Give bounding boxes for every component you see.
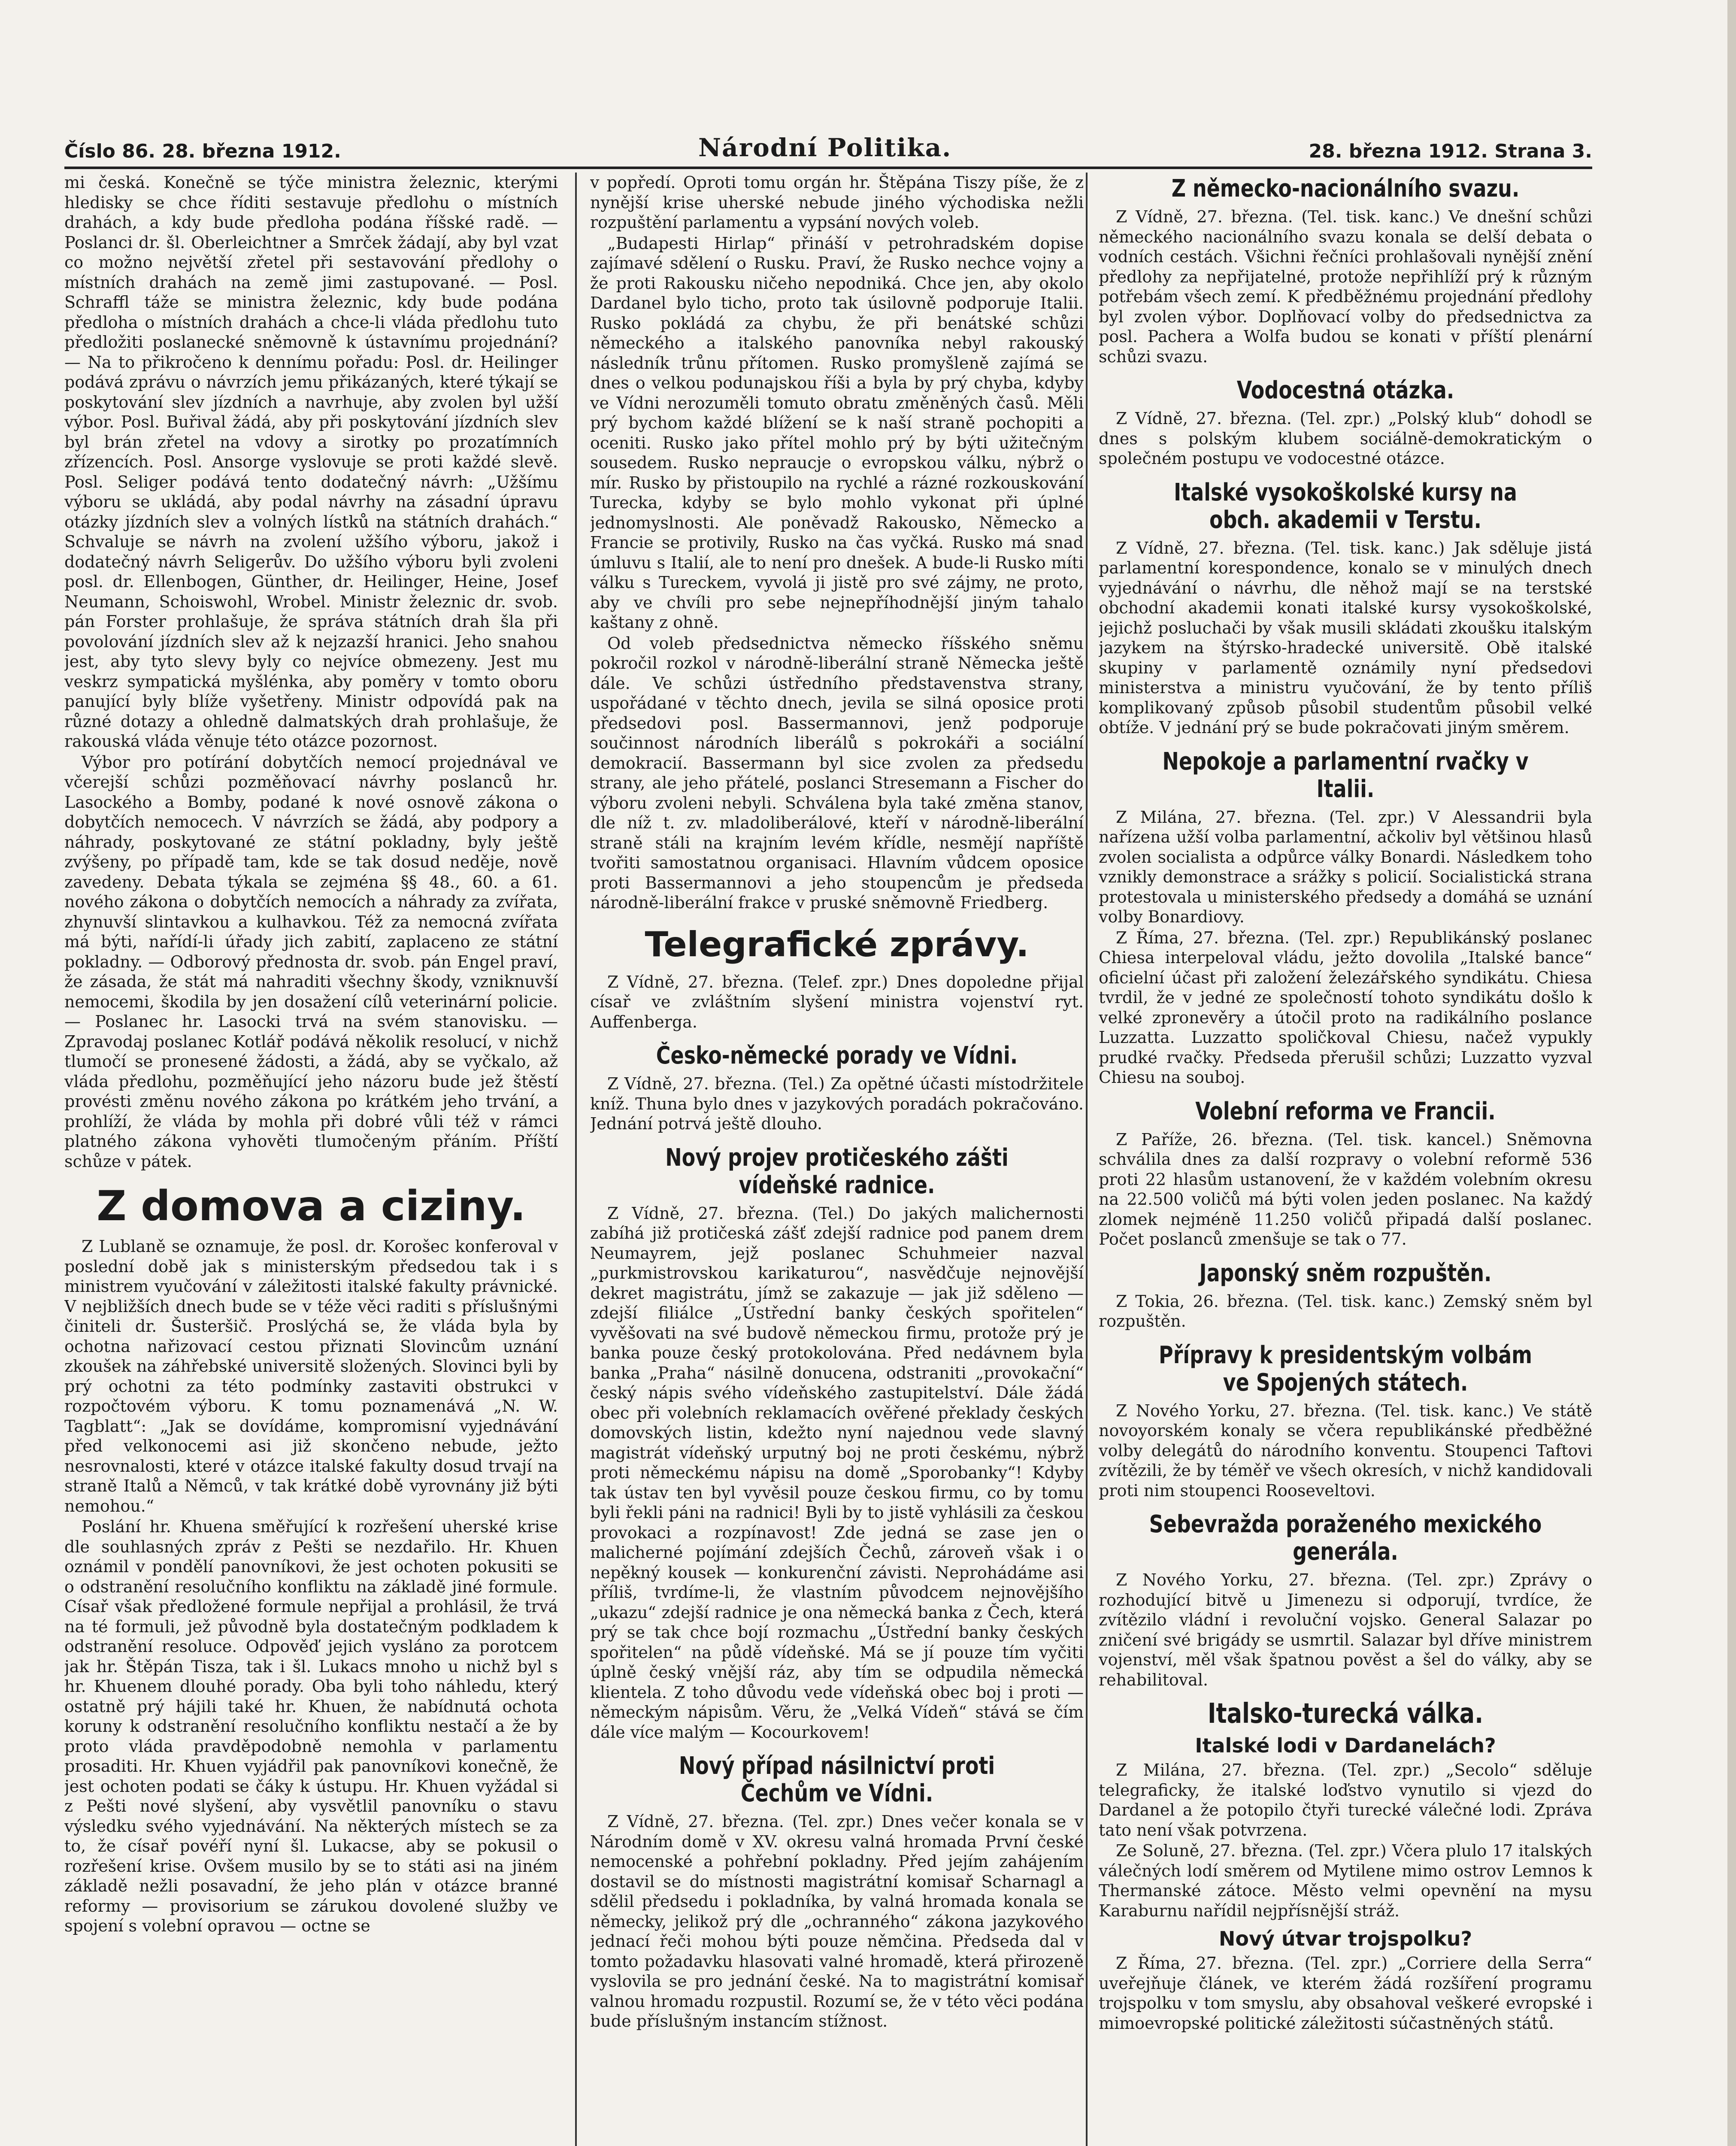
page-number: 28. března 1912. Strana 3. bbox=[1309, 140, 1592, 162]
article-heading: Nový případ násilnictví proti Čechům ve Vídni. bbox=[679, 1752, 995, 1807]
article-paragraph: mi česká. Konečně se týče ministra železnic, kterými hledisky se chce říditi sestavuje předlohu o místních drahách, a kdy bude předloha podána říšské radě. — Poslanci dr. šl. Oberleichtner a Smrček žádají, aby byl vzat co možno největší zřetel při sestavování předlohy o místních drahách na země jimi zastupované. — Posl. Schraffl táže se ministra železnic, kdy bude podána předloha o místních drahách a chce-li vláda předlohu tuto předložiti poslanecké sněmovně k ústavnímu projednání? — Na to přikročeno k dennímu pořadu: Posl. dr. Heilinger podává zprávu o návrzích jemu přikázaných, které týkají se poskytování slev jízdních a navrhuje, aby zvolen byl užší výbor. Posl. Buřival žádá, aby při poskytování jízdních slev byl brán zřetel na vdovy a sirotky po prozatímních zřízencích. Posl. Ansorge vyslovuje se proti každé slevě. Posl. Seliger podává tento dodatečný návrh: „Užšímu výboru se ukládá, aby podal návrhy na zásadní úpravu otázky jízdních slev a volných lístků na státních drahách.“ Schvaluje se návrh na zvolení užšího výboru, jakož i dodatečný návrh Seligerův. Do užšího výboru byli zvoleni posl. dr. Ellenbogen, Günther, dr. Heilinger, Heine, Josef Neumann, Schoiswohl, Wrobel. Ministr železnic dr. svob. pán Forster prohlašuje, že správa státních drah šla při povolování jízdních slev až k nejzazší hranici. Jeho snahou jest, aby tyto slevy byly co nejvíce obmezeny. Jest mu veskrz sympatická myšlénka, aby poměry v tomto oboru panující byly blíže vyšetřeny. Ministr odpovídá pak na různé dotazy a ohledně dalmatských drah prohlašuje, že rakouská vláda věnuje této otázce pozornost. bbox=[64, 173, 558, 751]
article-heading: Nový projev protičeského zášti vídeňské radnice. bbox=[665, 1143, 1009, 1199]
article-paragraph: „Budapesti Hirlap“ přináší v petrohradském dopise zajímavé sdělení o Rusku. Praví, že Rusko nechce vojny a že proti Rakousku ničeho nepodniká. Chce jen, aby okolo Dardanel bylo ticho, proto tak úsilovně podporuje Italii. Rusko pokládá za chybu, že při benátské schůzi německého a italského panovníka nebyl rakouský následník trůnu přítomen. Rusko promyšleně zajímá se dnes o velkou podunajskou říši a byla by prý chyba, kdyby ve Vídni nerozuměli tomuto obratu změněných časů. Měli prý bychom každé blížení se k naší straně pochopiti a oceniti. Rusko jako přítel mohlo prý by býti užitečným sousedem. Rusko nepraucje o evropskou válku, nýbrž o mír. Rusko by přistoupilo na rychlé a rázné rozkouskování Turecka, kdyby se bylo mohlo vykonat při úplné jednomyslnosti. Ale poněvadž Rakousko, Německo a Francie se protivily, Rusko na čas vyčká. Rusko má snad úmluvu s Italií, ale to není pro dnešek. A bude-li Rusko míti válku s Tureckem, vyvolá ji jistě pro své zájmy, ne proto, aby ve chvíli pro sebe nejnepříhodnější jiným tahalo kaštany z ohně. bbox=[590, 233, 1084, 632]
page-header bbox=[64, 133, 1592, 162]
article-paragraph: Z Říma, 27. března. (Tel. zpr.) „Corriere della Serra“ uveřejňuje článek, ve kterém žádá rozšíření programu trojspolku v tom smyslu, aby obsahoval veškeré evropské i mimoevropské politické záležitosti súčastněných států. bbox=[1099, 1954, 1592, 2033]
column-divider bbox=[575, 173, 577, 2146]
column-left bbox=[64, 173, 558, 2146]
article-paragraph: Z Milána, 27. března. (Tel. zpr.) „Secolo“ sděluje telegraficky, že italské loďstvo vynutilo si vjezd do Dardanel a že potopilo čtyři turecké válečné lodi. Zpráva tato není však potvrzena. bbox=[1099, 1761, 1592, 1840]
article-paragraph: Z Vídně, 27. března. (Tel.) Do jakých malichernosti zabíhá již protičeská zášť zdejší radnice pod panem drem Neumayrem, jejž poslanec Schuhmeier nazval „purkmistrovskou karikaturou“, nasvědčuje nejnovější dekret magistrátu, jímž se zakazuje — jak již sděleno — zdejší filiálce „Ústřední banky českých spořitelen“ vyvěšovati na své budově německou firmu, protože prý je banka pouze český protokolována. Před nedávnem byla banka „Praha“ násilně donucena, odstraniti „provokační“ český nápis svého vídeňského zastupitelství. Dále žádá obec při volebních reklamacích ověřené překlady českých domovských listin, kdežto nyní najednou vede slavný magistrát vídeňský urputný boj ne proti českému, nýbrž proti německému nápisu na domě „Sporobanky“! Kdyby tak ústav ten byl vyvěsil pouze českou firmu, co by tomu byli řekli páni na radnici! Byli by to jistě vyhlásili za českou provokaci a rozpínavost! Zde jedná se zase jen o malicherné pojímání zdejších Čechů, zároveň však i o nepěkný kousek — konkurenční závisti. Neprohádáme asi příliš, tvrdíme-li, že vlastním původcem nejnovějšího „ukazu“ zdejší radnice je ona německá banka z Čech, která prý se tak chce bojí rozmachu „Ústřední banky českých spořitelen“ na půdě vídeňské. Má se jí pouze tím vyčiti úplně český vnější ráz, aby tím se odpudila německá klientela. Z toho důvodu vede vídeňská obec boj i proti — německým nápisům. Věru, že „Velká Vídeň“ stává se čím dále více malým — Kocourkovem! bbox=[590, 1203, 1084, 1742]
section-heading: Italsko-turecká válka. bbox=[1207, 1698, 1484, 1730]
article-paragraph: Z Nového Yorku, 27. března. (Tel. tisk. kanc.) Ve státě novoyorském konaly se včera republikánské předběžné volby delegátů do národního konventu. Stoupenci Taftovi zvítězili, že by téměř ve všech okresích, v nichž kandidovali proti nim stoupenci Rooseveltovi. bbox=[1099, 1401, 1592, 1500]
article-heading: Sebevražda poraženého mexického generála. bbox=[1149, 1510, 1542, 1566]
article-paragraph: Z Vídně, 27. března. (Telef. zpr.) Dnes dopoledne přijal císař ve zvláštním slyšení ministra vojenství ryt. Auffenberga. bbox=[590, 972, 1084, 1031]
column-right bbox=[1099, 173, 1592, 2146]
page-edge bbox=[1727, 0, 1736, 2146]
article-heading: Přípravy k presidentským volbám ve Spojených státech. bbox=[1159, 1341, 1532, 1397]
article-paragraph: Od voleb předsednictva německo říšského sněmu pokročil rozkol v národně-liberální straně Německa ještě dále. Ve schůzi ústředního představenstva strany, uspořádané v těchto dnech, jevila se silná oposice proti předsedovi posl. Bassermannovi, jenž podporuje součinnost národních liberálů s pokrokáři a sociální demokracií. Bassermann byl sice zvolen za předsedu strany, ale jeho přátelé, poslanci Stresemann a Fischer do výboru zvoleni nebyli. Schválena byla také změna stanov, dle níž t. zv. mladoliberálové, kteří v národně-liberální straně stáli na krajním levém křídle, nesmějí napříště tvořiti samostatnou organisaci. Hlavním vůdcem oposice proti Bassermannovi a jeho stoupencům je předseda národně-liberální frakce v pruské sněmovně Friedberg. bbox=[590, 633, 1084, 912]
article-paragraph: Z Milána, 27. března. (Tel. zpr.) V Alessandrii byla nařízena užší volba parlamentní, ačkoliv byl většinou hlasů zvolen socialista a odpůrce války Bonardi. Následkem toho vznikly demonstrace a srážky s policií. Socialistická strana protestovala u ministerského předsedy a domáhá se uznání volby Bonardiovy. bbox=[1099, 807, 1592, 926]
article-heading: Nový útvar trojspolku? bbox=[1218, 1927, 1472, 1950]
article-paragraph: Z Nového Yorku, 27. března. (Tel. zpr.) Zprávy o rozhodující bitvě u Jimenezu si odporují, tvrdíce, že zvítězilo vládní i revoluční vojsko. General Salazar po zničení své brigády se usmrtil. Salazar byl dříve ministrem vojenství, měl však špatnou pověst a šel do války, aby se rehabilitoval. bbox=[1099, 1570, 1592, 1689]
article-paragraph: Z Tokia, 26. března. (Tel. tisk. kanc.) Zemský sněm byl rozpuštěn. bbox=[1099, 1291, 1592, 1331]
article-paragraph: Z Říma, 27. března. (Tel. zpr.) Republikánský poslanec Chiesa interpeloval vládu, ježto dovolila „Italské bance“ oficielní účast při založení železářského syndikátu. Chiesa tvrdil, že v jedné ze společností tohoto syndikátu došlo k velké zpronevěry a útočil proto na radikálního poslance Luzzatta. Luzzatto spoličkoval Chiesu, načež vypukly prudké rvačky. Předseda přerušil schůzi; Luzzatto vyzval Chiesu na souboj. bbox=[1099, 928, 1592, 1087]
article-heading: Z německo-nacionálního svazu. bbox=[1171, 175, 1520, 203]
issue-number: Číslo 86. 28. března 1912. bbox=[64, 140, 341, 162]
column-divider bbox=[1086, 173, 1088, 2146]
article-heading: Japonský sněm rozpuštěn. bbox=[1199, 1259, 1492, 1287]
article-paragraph: Z Vídně, 27. března. (Tel. zpr.) Dnes večer konala se v Národním domě v XV. okresu valná hromada První české nemocenské a pohřební pokladny. Před jejím zahájením dostavil se do místnosti magistrátní komisař Scharnagl a sdělil předsedu i pokladníka, by valná hromada konala se německy, jelikož prý dle „ochranného“ zákona jazykového jednací řeči mohou býti pouze němčina. Předseda dal v tomto požadavku hlasovati valné hromadě, která přirozeně vyslovila se pro jednání české. Na to magistrátní komisař valnou hromadu rozpustil. Rozumí se, že v této věci podána bude příslušným instancím stížnost. bbox=[590, 1812, 1084, 2031]
article-heading: Česko-německé porady ve Vídni. bbox=[656, 1042, 1018, 1070]
article-paragraph: Z Paříže, 26. března. (Tel. tisk. kancel.) Sněmovna schválila dnes za další rozpravy o volební reformě 536 proti 22 hlasům ustanovení, že v každém volebním okresu na 22.500 voličů má býti volen jeden poslanec. Na každý zlomek nejméně 11.250 voličů připadá další poslanec. Počet poslanců zmenšuje se tak o 77. bbox=[1099, 1130, 1592, 1249]
article-heading: Volební reforma ve Francii. bbox=[1195, 1097, 1496, 1125]
article-paragraph: Ze Soluně, 27. března. (Tel. zpr.) Včera plulo 17 italských válečných lodí směrem od Mytilene mimo ostrov Lemnos k Thermanské zátoce. Město velmi opevnění na mysu Karaburnu nařídil nejpřísnější stráž. bbox=[1099, 1841, 1592, 1920]
article-paragraph: Poslání hr. Khuena směřující k rozřešení uherské krise dle souhlasných zpráv z Pešti se nezdařilo. Hr. Khuen oznámil v pondělí panovníkovi, že jest ochoten pokusiti se o odstranění resolučního konfliktu na základě jiné formule. Císař však předložené formule nepřijal a prohlásil, že trvá na té formuli, jež původně byla dostatečným podkladem k odstranění resoluce. Odpověď jejich vysláno za porotcem jak hr. Štěpán Tisza, tak i šl. Lukacs mnoho u nichž byl s hr. Khuenem dlouhé porady. Oba byli toho náhledu, který ostatně prý hájili také hr. Khuen, že nabídnutá ochota koruny k odstranění resolučního konfliktu nestačí a že by proto vláda pravděpodobně nemohla v parlamentu prosaditi. Hr. Khuen vyjádřil pak panovníkovi konečně, že jest ochoten podati se čáky k ústupu. Hr. Khuen vyžádal si z Pešti nové slyšení, aby vysvětlil panovníku o stavu výsledku svého vyjednávání. Na některých místech se za to, že císař povéří nyní šl. Lukacse, aby se pokusil o rozřešení krise. Ovšem musilo by se to státi asi na jiném základě nežli posavadní, že jeho plán v otázce branné reformy — provisorium se zárukou dovolené služby ve spojení s volební opravou — octne se bbox=[64, 1517, 558, 1935]
article-heading: Italské lodi v Dardanelách? bbox=[1195, 1734, 1496, 1757]
column-middle bbox=[590, 173, 1084, 2146]
masthead: Národní Politika. bbox=[698, 133, 952, 162]
article-heading: Vodocestná otázka. bbox=[1236, 376, 1454, 404]
article-paragraph: Z Vídně, 27. března. (Tel. zpr.) „Polský klub“ dohodl se dnes s polským klubem sociálně-demokratickým o společném postupu ve vodocestné otázce. bbox=[1099, 409, 1592, 468]
article-paragraph: Výbor pro potírání dobytčích nemocí projednával ve včerejší schůzi pozměňovací návrhy poslanců hr. Lasockého a Bomby, podané k nové osnově zákona o dobytčích nemocech. V návrzích se žádá, aby podpory a náhrady, poskytované ze státní pokladny, byly ještě zvýšeny, po případě tam, kde se tak dosud neděje, nově zavedeny. Debata týkala se zejména §§ 48., 60. a 61. nového zákona o dobytčích nemocích a náhrady za zvířata, zhynuvší slintavkou a kulhavkou. Též za nemocná zvířata má býti, nařídí-li úřady jich zabití, zaplaceno ze státní pokladny. — Odborový přednosta dr. svob. pán Engel praví, že zásada, že stát má nahraditi všechny škody, vzniknuvší nemocemi, škodila by jen dosažení cílů veterinární policie. — Poslanec hr. Lasocki trvá na svém stanovisku. — Zpravodaj poslanec Kotlář podává několik resolucí, v nichž tlumočí se pronesené žádosti, a žádá, aby se vyčkalo, až vláda předlohu, pozměňující jeho názoru bude jež štěstí provésti změnu nového zákona po krátkém jeho trvání, a prohlíží, že vláda by mohla při dobré vůli též v rámci platného zákona vyhověti tlumočeným přáním. Příští schůze v pátek. bbox=[64, 752, 558, 1171]
article-paragraph: Z Vídně, 27. března. (Tel. tisk. kanc.) Jak sděluje jistá parlamentní korespondence, konalo se v minulých dnech vyjednávání o návrhu, dle něhož mají se na terstské obchodní akademii konati italské kursy vysokoškolské, jejichž posluchači by však musili skládati zkoušku italským jazykem na štýrsko-hradecké universitě. Obě italské skupiny v parlamentě oznámily nyní předsedovi ministerstva a ministru vyučování, že by tento příliš komplikovaný způsob působil studentům působil velké obtíže. V jednání prý se bude pokračovati jiným směrem. bbox=[1099, 538, 1592, 737]
section-heading: Telegrafické zprávy. bbox=[645, 924, 1029, 964]
section-heading: Z domova a ciziny. bbox=[97, 1182, 526, 1230]
article-paragraph: Z Vídně, 27. března. (Tel. tisk. kanc.) Ve dnešní schůzi německého nacionálního svazu konala se delší debata o vodních cestách. Všichni řečníci prohlašovali nynější znění předlohy za nepřijatelné, protože nepřihlíží prý k různým potřebám všech zemí. K předběžnému projednání předlohy byl zvolen výbor. Doplňovací volby do předsednictva za posl. Pachera a Wolfa budou se konati v příští plenární schůzi svazu. bbox=[1099, 207, 1592, 366]
header-rule bbox=[64, 167, 1592, 169]
article-paragraph: Z Lublaně se oznamuje, že posl. dr. Korošec konferoval v poslední době jak s ministerským předsedou tak i s ministrem vyučování v záležitosti italské fakulty právnické. V nejbližších dnech bude se v téže věci raditi s příslušnými činiteli dr. Šusteršič. Proslýchá se, že vláda byla by ochotna nařizovací cestou přiznati Slovincům uznání zkoušek na záhřebské universitě složených. Slovinci byli by prý ochotni za této podmínky zastaviti obstrukci v rozpočtovém výboru. K tomu poznamenává „N. W. Tagblatt“: „Jak se dovídáme, kompromisní vyjednávání před velkonocemi asi již skončeno nebude, ježto nesrovnalosti, které v otázce italské fakulty dosud trvají na straně Italů a Němců, v tak krátké době vyrovnány již býti nemohou.“ bbox=[64, 1237, 558, 1516]
article-paragraph: Z Vídně, 27. března. (Tel.) Za opětné účasti místodržitele kníž. Thuna bylo dnes v jazykových poradách pokračováno. Jednání potrvá ještě dlouho. bbox=[590, 1074, 1084, 1133]
article-heading: Italské vysokoškolské kursy na obch. akademii v Terstu. bbox=[1174, 478, 1517, 534]
article-paragraph: v popředí. Oproti tomu orgán hr. Štěpána Tiszy píše, že z nynější krise uherské nebude jiného východiska nežli rozpuštění parlamentu a vypsání nových voleb. bbox=[590, 173, 1084, 232]
article-heading: Nepokoje a parlamentní rvačky v Italii. bbox=[1162, 747, 1529, 803]
